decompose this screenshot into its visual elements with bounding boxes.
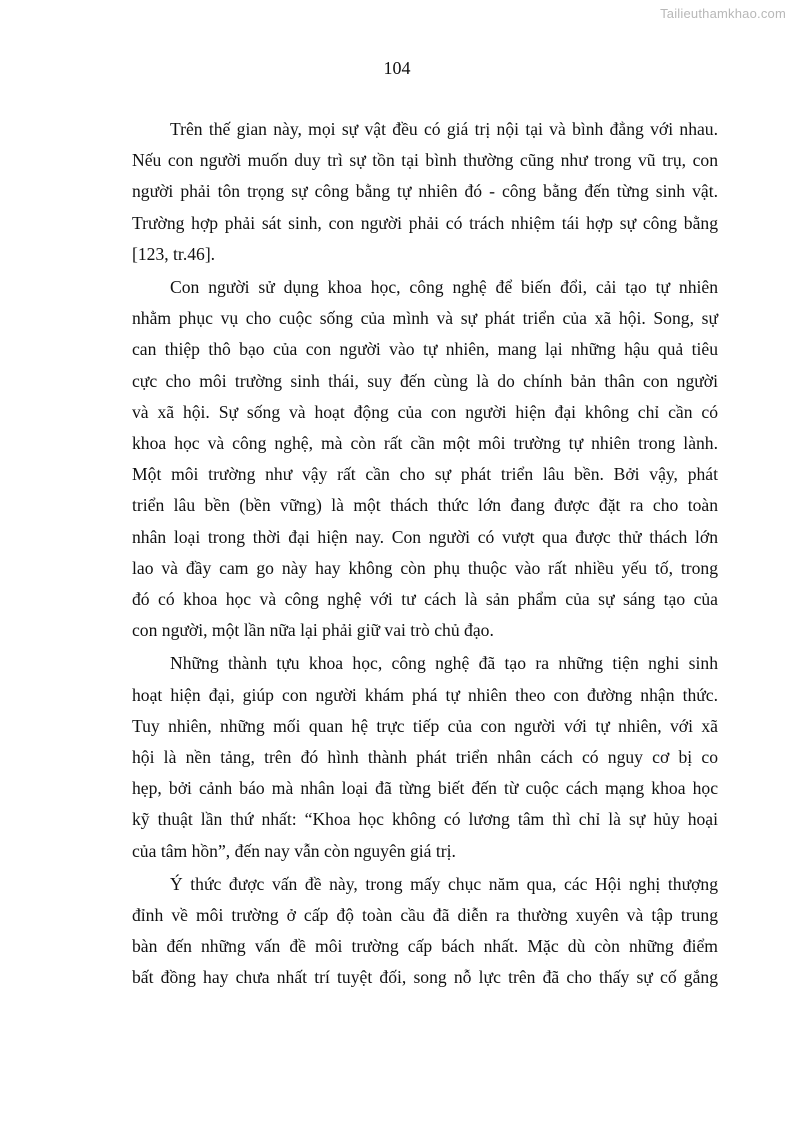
text-line: Tuy nhiên, những mối quan hệ trực tiếp của con người với tự nhiên, với xã (132, 715, 718, 736)
paragraph-1 (132, 114, 718, 270)
text-line: lao và đầy cam go này hay không còn phụ thuộc vào rất nhiều yếu tố, trong (132, 557, 718, 578)
text-line: và xã hội. Sự sống và hoạt động của con người hiện đại không chỉ cần có (132, 401, 718, 422)
text-line: người phải tôn trọng sự công bằng tự nhiên đó - công bằng đến từng sinh vật. (132, 181, 718, 202)
paragraph-4 (132, 869, 718, 994)
text-line: đó có khoa học và công nghệ với tư cách là sản phẩm của sự sáng tạo của (132, 589, 718, 610)
text-line: hội là nền tảng, trên đó hình thành phát triển nhân cách có nguy cơ bị co (132, 747, 718, 768)
text-line: nhằm phục vụ cho cuộc sống của mình và sự phát triển của xã hội. Song, sự (132, 308, 718, 329)
paragraph-2 (132, 272, 718, 646)
text-line: [123, tr.46]. (132, 243, 216, 264)
text-line: Nếu con người muốn duy trì sự tồn tại bình thường cũng như trong vũ trụ, con (132, 150, 718, 171)
text-line: triển lâu bền (bền vững) là một thách thức lớn đang được đặt ra cho toàn (132, 495, 718, 516)
text-line: hoạt hiện đại, giúp con người khám phá tự nhiên theo con đường nhận thức. (132, 684, 718, 705)
text-line: bàn đến những vấn đề môi trường cấp bách nhất. Mặc dù còn những điểm (132, 936, 718, 957)
text-line: hẹp, bởi cảnh báo mà nhân loại đã từng biết đến từ cuộc cách mạng khoa học (132, 778, 718, 799)
text-line: can thiệp thô bạo của con người vào tự nhiên, mang lại những hậu quả tiêu (132, 339, 718, 360)
document-body (132, 114, 718, 996)
text-line: Trường hợp phải sát sinh, con người phải có trách nhiệm tái hợp sự công bằng (132, 212, 718, 233)
text-line: nhân loại trong thời đại hiện nay. Con người có vượt qua được thử thách lớn (132, 526, 718, 547)
text-line: của tâm hồn”, đến nay vẫn còn nguyên giá trị. (132, 840, 456, 861)
text-line: Một môi trường như vậy rất cần cho sự phát triển lâu bền. Bởi vậy, phát (132, 464, 718, 485)
text-line: kỹ thuật lần thứ nhất: “Khoa học không có lương tâm thì chỉ là sự hủy hoại (132, 809, 718, 830)
text-line: Trên thế gian này, mọi sự vật đều có giá trị nội tại và bình đẳng với nhau. (170, 119, 718, 139)
text-line: con người, một lần nữa lại phải giữ vai trò chủ đạo. (132, 620, 494, 641)
paragraph-3 (132, 648, 718, 866)
text-line: khoa học và công nghệ, mà còn rất cần một môi trường tự nhiên trong lành. (132, 433, 718, 454)
text-line: Những thành tựu khoa học, công nghệ đã tạo ra những tiện nghi sinh (170, 653, 718, 674)
page-number: 104 (383, 58, 411, 78)
text-line: cực cho môi trường sinh thái, suy đến cùng là do chính bản thân con người (132, 370, 718, 391)
text-line: đỉnh về môi trường ở cấp độ toàn cầu đã diễn ra thường xuyên và tập trung (132, 905, 718, 926)
text-line: bất đồng hay chưa nhất trí tuyệt đối, song nỗ lực trên đã cho thấy sự cố gắng (132, 967, 718, 988)
text-line: Con người sử dụng khoa học, công nghệ để biến đổi, cải tạo tự nhiên (170, 277, 718, 298)
watermark-text: Tailieuthamkhao.com (660, 6, 786, 21)
text-line: Ý thức được vấn đề này, trong mấy chục năm qua, các Hội nghị thượng (170, 873, 718, 894)
